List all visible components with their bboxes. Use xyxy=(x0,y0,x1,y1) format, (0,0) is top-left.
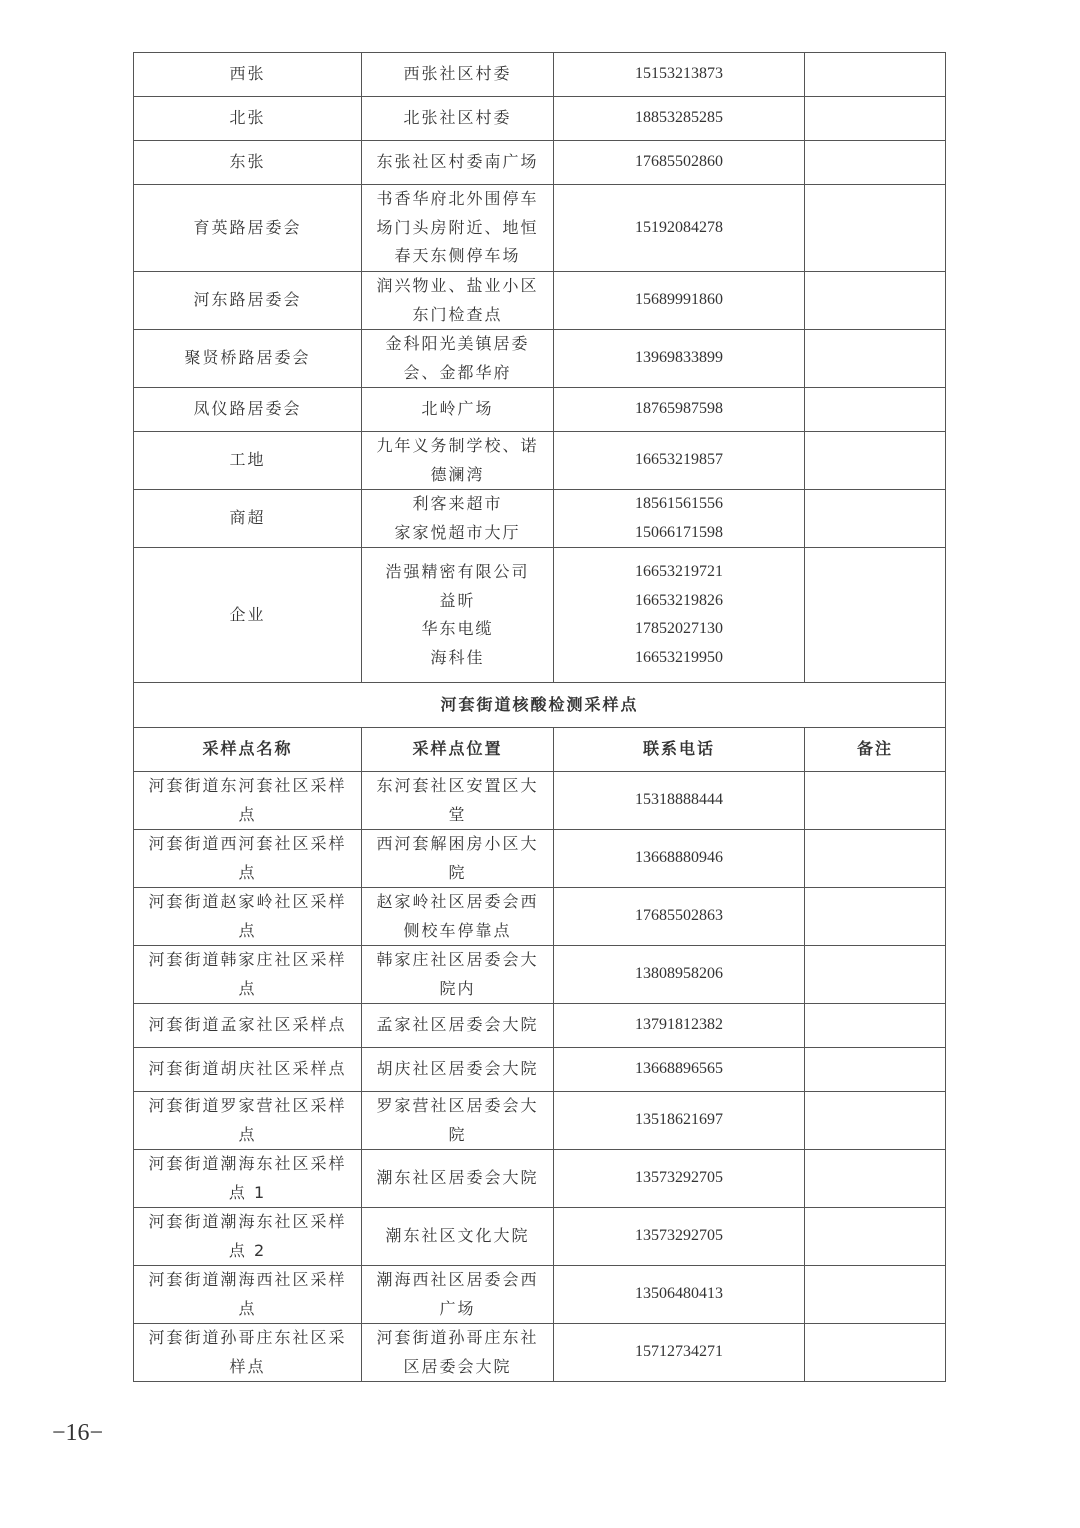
note-cell xyxy=(805,1150,946,1208)
note-cell xyxy=(805,490,946,548)
note-cell xyxy=(805,1208,946,1266)
table-row xyxy=(134,888,946,946)
cell-text-line: 西张 xyxy=(229,64,266,84)
cell-text-line: 会、金都华府 xyxy=(403,362,512,382)
cell-text-line: 企业 xyxy=(229,604,266,624)
cell-text-line: 东河套社区安置区大 xyxy=(376,776,539,795)
phone-cell xyxy=(554,53,805,97)
header-location: 采样点位置 xyxy=(362,728,554,772)
cell-text-line: 堂 xyxy=(448,804,467,824)
phone-number: 13668880946 xyxy=(635,849,723,867)
site-location-cell xyxy=(362,53,554,97)
phone-number: 16653219857 xyxy=(635,451,723,469)
cell-text-line: 东门检查点 xyxy=(412,304,503,324)
site-location-cell xyxy=(362,830,554,888)
cell-text-line: 河套街道潮海东社区采样 xyxy=(148,1212,347,1231)
note-cell xyxy=(805,772,946,830)
cell-text-line: 点 xyxy=(238,862,257,882)
note-cell xyxy=(805,432,946,490)
note-cell xyxy=(805,830,946,888)
cell-text-line: 广场 xyxy=(439,1298,476,1318)
table-row xyxy=(134,1208,946,1266)
cell-text-line: 北张 xyxy=(229,108,266,128)
cell-text-line: 西河套解困房小区大 xyxy=(376,834,539,853)
site-name-cell xyxy=(134,185,362,272)
phone-cell xyxy=(554,1092,805,1150)
site-name-cell xyxy=(134,1092,362,1150)
phone-cell xyxy=(554,946,805,1004)
note-cell xyxy=(805,1092,946,1150)
header-row xyxy=(134,728,946,772)
phone-number: 13518621697 xyxy=(635,1111,723,1129)
sampling-points-table xyxy=(133,52,946,1382)
note-cell xyxy=(805,946,946,1004)
cell-text-line: 利客来超市 xyxy=(412,494,503,513)
cell-text-line: 院内 xyxy=(439,978,476,998)
phone-cell xyxy=(554,97,805,141)
phone-cell xyxy=(554,490,805,548)
table-row xyxy=(134,330,946,388)
phone-number: 16653219950 xyxy=(635,648,723,666)
cell-text-line: 润兴物业、盐业小区 xyxy=(376,276,539,295)
cell-text-line: 点 xyxy=(238,920,257,940)
cell-text-line: 河套街道东河套社区采样 xyxy=(148,776,347,795)
site-location-cell xyxy=(362,141,554,185)
cell-text-line: 潮东社区居委会大院 xyxy=(376,1168,539,1188)
phone-cell xyxy=(554,141,805,185)
note-cell xyxy=(805,548,946,683)
site-name-cell xyxy=(134,1324,362,1382)
cell-text-line: 家家悦超市大厅 xyxy=(394,522,521,542)
cell-text-line: 点 xyxy=(238,804,257,824)
phone-number: 16653219721 xyxy=(635,563,723,580)
cell-text-line: 北岭广场 xyxy=(421,399,494,419)
phone-number: 15712734271 xyxy=(635,1343,723,1361)
phone-cell xyxy=(554,272,805,330)
cell-text-line: 河套街道西河套社区采样 xyxy=(148,834,347,853)
phone-number: 18853285285 xyxy=(635,109,723,127)
phone-number: 15192084278 xyxy=(635,218,723,236)
site-name-cell xyxy=(134,1150,362,1208)
cell-text-line: 院 xyxy=(448,1124,467,1144)
phone-number: 15318888444 xyxy=(635,791,723,809)
table-row xyxy=(134,432,946,490)
site-name-cell xyxy=(134,388,362,432)
cell-text-line: 院 xyxy=(448,862,467,882)
phone-number: 16653219826 xyxy=(635,591,723,609)
site-name-cell xyxy=(134,946,362,1004)
header-note: 备注 xyxy=(805,728,946,772)
site-name-cell xyxy=(134,490,362,548)
cell-text-line: 东张 xyxy=(229,152,266,172)
phone-number: 18765987598 xyxy=(635,400,723,418)
note-cell xyxy=(805,330,946,388)
table-row xyxy=(134,97,946,141)
cell-text-line: 罗家营社区居委会大 xyxy=(376,1096,539,1115)
table-row xyxy=(134,1004,946,1048)
site-location-cell xyxy=(362,432,554,490)
site-location-cell xyxy=(362,772,554,830)
site-name-cell xyxy=(134,888,362,946)
cell-text-line: 西张社区村委 xyxy=(403,64,512,84)
cell-text-line: 春天东侧停车场 xyxy=(394,246,521,266)
note-cell xyxy=(805,97,946,141)
phone-number: 15066171598 xyxy=(635,523,723,541)
table-row xyxy=(134,1324,946,1382)
cell-text-line: 点 2 xyxy=(228,1240,267,1260)
upper-table-body xyxy=(134,53,946,683)
site-name-cell xyxy=(134,272,362,330)
cell-text-line: 河套街道韩家庄社区采样 xyxy=(148,950,347,969)
table-row xyxy=(134,388,946,432)
cell-text-line: 韩家庄社区居委会大 xyxy=(376,950,539,969)
site-name-cell xyxy=(134,141,362,185)
phone-number: 17685502863 xyxy=(635,907,723,925)
table-row xyxy=(134,1048,946,1092)
phone-number: 18561561556 xyxy=(635,495,723,512)
cell-text-line: 育英路居委会 xyxy=(193,217,302,237)
table-row xyxy=(134,272,946,330)
site-name-cell xyxy=(134,1048,362,1092)
site-name-cell xyxy=(134,97,362,141)
cell-text-line: 东张社区村委南广场 xyxy=(376,152,539,172)
cell-text-line: 胡庆社区居委会大院 xyxy=(376,1059,539,1079)
header-phone: 联系电话 xyxy=(554,728,805,772)
phone-cell xyxy=(554,1048,805,1092)
phone-cell xyxy=(554,772,805,830)
phone-cell xyxy=(554,388,805,432)
cell-text-line: 潮海西社区居委会西 xyxy=(376,1270,539,1289)
note-cell xyxy=(805,141,946,185)
site-location-cell xyxy=(362,1266,554,1324)
note-cell xyxy=(805,1266,946,1324)
cell-text-line: 潮东社区文化大院 xyxy=(385,1226,530,1246)
cell-text-line: 金科阳光美镇居委 xyxy=(385,334,530,353)
cell-text-line: 区居委会大院 xyxy=(403,1356,512,1376)
table-row xyxy=(134,772,946,830)
site-location-cell xyxy=(362,97,554,141)
phone-cell xyxy=(554,330,805,388)
phone-number: 13808958206 xyxy=(635,965,723,983)
cell-text-line: 北张社区村委 xyxy=(403,108,512,128)
phone-number: 17852027130 xyxy=(635,620,723,637)
cell-text-line: 场门头房附近、地恒 xyxy=(376,217,539,237)
site-name-cell xyxy=(134,330,362,388)
cell-text-line: 商超 xyxy=(229,508,266,528)
note-cell xyxy=(805,1004,946,1048)
cell-text-line: 浩强精密有限公司 xyxy=(385,562,530,581)
cell-text-line: 点 1 xyxy=(228,1182,267,1202)
site-name-cell xyxy=(134,772,362,830)
note-cell xyxy=(805,888,946,946)
cell-text-line: 点 xyxy=(238,1298,257,1318)
site-name-cell xyxy=(134,1266,362,1324)
phone-cell xyxy=(554,888,805,946)
phone-number: 13506480413 xyxy=(635,1285,723,1303)
phone-cell xyxy=(554,1004,805,1048)
cell-text-line: 九年义务制学校、诺 xyxy=(376,436,539,455)
site-location-cell xyxy=(362,490,554,548)
cell-text-line: 华东电缆 xyxy=(421,619,494,638)
cell-text-line: 河套街道孙哥庄东社区采 xyxy=(148,1328,347,1347)
site-location-cell xyxy=(362,1208,554,1266)
site-location-cell xyxy=(362,272,554,330)
table-row xyxy=(134,548,946,683)
cell-text-line: 孟家社区居委会大院 xyxy=(376,1015,539,1035)
cell-text-line: 点 xyxy=(238,1124,257,1144)
cell-text-line: 赵家岭社区居委会西 xyxy=(376,892,539,911)
header-name: 采样点名称 xyxy=(134,728,362,772)
site-location-cell xyxy=(362,888,554,946)
site-location-cell xyxy=(362,1324,554,1382)
lower-table-body xyxy=(134,772,946,1382)
cell-text-line: 益昕 xyxy=(439,590,476,610)
table-row xyxy=(134,53,946,97)
cell-text-line: 聚贤桥路居委会 xyxy=(184,348,311,368)
cell-text-line: 书香华府北外围停车 xyxy=(376,189,539,209)
section-title-row xyxy=(134,683,946,728)
site-name-cell xyxy=(134,53,362,97)
phone-cell xyxy=(554,432,805,490)
site-location-cell xyxy=(362,1048,554,1092)
table-row xyxy=(134,946,946,1004)
site-location-cell xyxy=(362,1150,554,1208)
cell-text-line: 侧校车停靠点 xyxy=(403,920,512,940)
cell-text-line: 工地 xyxy=(229,450,266,470)
site-location-cell xyxy=(362,946,554,1004)
table-row xyxy=(134,141,946,185)
note-cell xyxy=(805,53,946,97)
site-name-cell xyxy=(134,1208,362,1266)
phone-number: 13573292705 xyxy=(635,1169,723,1187)
table-row xyxy=(134,1266,946,1324)
site-location-cell xyxy=(362,330,554,388)
cell-text-line: 河套街道罗家营社区采样 xyxy=(148,1096,347,1115)
phone-number: 17685502860 xyxy=(635,153,723,171)
phone-cell xyxy=(554,1324,805,1382)
cell-text-line: 河套街道孙哥庄东社 xyxy=(376,1328,539,1347)
note-cell xyxy=(805,185,946,272)
site-location-cell xyxy=(362,1092,554,1150)
cell-text-line: 凤仪路居委会 xyxy=(193,399,302,419)
cell-text-line: 河套街道孟家社区采样点 xyxy=(148,1015,347,1035)
site-name-cell xyxy=(134,1004,362,1048)
cell-text-line: 河套街道潮海东社区采样 xyxy=(148,1154,347,1173)
note-cell xyxy=(805,1048,946,1092)
phone-cell xyxy=(554,1208,805,1266)
table-row xyxy=(134,1092,946,1150)
cell-text-line: 点 xyxy=(238,978,257,998)
site-location-cell xyxy=(362,185,554,272)
note-cell xyxy=(805,1324,946,1382)
site-name-cell xyxy=(134,432,362,490)
section-body xyxy=(134,683,946,772)
cell-text-line: 德澜湾 xyxy=(430,464,485,484)
cell-text-line: 河套街道潮海西社区采样 xyxy=(148,1270,347,1289)
phone-number: 15153213873 xyxy=(635,65,723,83)
note-cell xyxy=(805,272,946,330)
site-name-cell xyxy=(134,548,362,683)
phone-cell xyxy=(554,548,805,683)
cell-text-line: 河套街道胡庆社区采样点 xyxy=(148,1059,347,1079)
phone-number: 13573292705 xyxy=(635,1227,723,1245)
cell-text-line: 河东路居委会 xyxy=(193,290,302,310)
section-title: 河套街道核酸检测采样点 xyxy=(134,683,946,728)
phone-cell xyxy=(554,185,805,272)
table-row xyxy=(134,490,946,548)
phone-number: 13969833899 xyxy=(635,349,723,367)
site-location-cell xyxy=(362,388,554,432)
table-row xyxy=(134,1150,946,1208)
phone-number: 15689991860 xyxy=(635,291,723,309)
table-row xyxy=(134,830,946,888)
phone-cell xyxy=(554,830,805,888)
site-location-cell xyxy=(362,548,554,683)
phone-number: 13668896565 xyxy=(635,1060,723,1078)
phone-cell xyxy=(554,1150,805,1208)
site-location-cell xyxy=(362,1004,554,1048)
phone-cell xyxy=(554,1266,805,1324)
phone-number: 13791812382 xyxy=(635,1016,723,1034)
table-row xyxy=(134,185,946,272)
cell-text-line: 样点 xyxy=(229,1356,266,1376)
site-name-cell xyxy=(134,830,362,888)
cell-text-line: 海科佳 xyxy=(430,647,485,667)
page-number: −16− xyxy=(52,1420,104,1446)
cell-text-line: 河套街道赵家岭社区采样 xyxy=(148,892,347,911)
note-cell xyxy=(805,388,946,432)
